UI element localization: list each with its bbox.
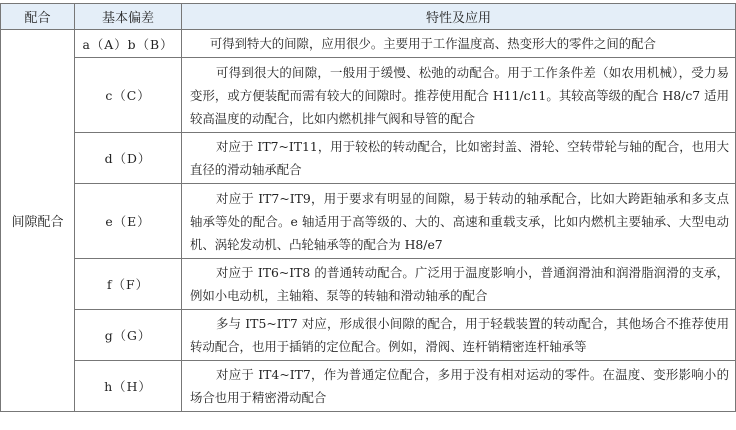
table-row xyxy=(1,310,736,361)
table-row xyxy=(1,184,736,259)
description-cell: 对应于 IT6~IT8 的普通转动配合。广泛用于温度影响小，普通润滑油和润滑脂润滑的支承，例如小电动机，主轴箱、泵等的转轴和滑动轴承的配合 xyxy=(182,259,736,310)
description-cell: 多与 IT5~IT7 对应，形成很小间隙的配合，用于轻载装置的转动配合，其他场合不推荐使用转动配合，也用于插销的定位配合。例如，滑阀、连杆销精密连杆轴承等 xyxy=(182,310,736,361)
deviation-cell: h（H） xyxy=(75,361,182,412)
description-cell: 对应于 IT4~IT7，作为普通定位配合，多用于没有相对运动的零件。在温度、变形影响小的场合也用于精密滑动配合 xyxy=(182,361,736,412)
table-row xyxy=(1,133,736,184)
description-cell: 可得到特大的间隙，应用很少。主要用于工作温度高、热变形大的零件之间的配合 xyxy=(182,30,736,58)
description-cell: 对应于 IT7~IT9，用于要求有明显的间隙，易于转动的轴承配合，比如大跨距轴承和多支点轴承等处的配合。e 轴适用于高等级的、大的、高速和重载支承，比如内燃机主要轴承、大型电动机、涡轮发动机、凸轮轴承等的配合为 H8/e7 xyxy=(182,184,736,259)
deviation-cell: g（G） xyxy=(75,310,182,361)
header-basic-deviation: 基本偏差 xyxy=(75,4,182,30)
deviation-cell: a（A）b（B） xyxy=(75,30,182,58)
deviation-cell: c（C） xyxy=(75,58,182,133)
header-fit: 配合 xyxy=(1,4,75,30)
table-row xyxy=(1,259,736,310)
table-row xyxy=(1,30,736,58)
category-cell: 间隙配合 xyxy=(1,30,75,412)
deviation-cell: f（F） xyxy=(75,259,182,310)
description-cell: 可得到很大的间隙，一般用于缓慢、松弛的动配合。用于工作条件差（如农用机械），受力易变形，或方便装配而需有较大的间隙时。推荐使用配合 H11/c11。其较高等级的配合 H8/c7 适用较高温度的动配合，比如内燃机排气阀和导管的配合 xyxy=(182,58,736,133)
deviation-cell: d（D） xyxy=(75,133,182,184)
description-cell: 对应于 IT7~IT11，用于较松的转动配合，比如密封盖、滑轮、空转带轮与轴的配合，也用大直径的滑动轴承配合 xyxy=(182,133,736,184)
table-header xyxy=(1,4,736,30)
header-characteristics: 特性及应用 xyxy=(182,4,736,30)
fit-characteristics-table xyxy=(0,3,736,412)
header-row xyxy=(1,4,736,30)
table-row xyxy=(1,58,736,133)
table-body xyxy=(1,30,736,412)
table-row xyxy=(1,361,736,412)
deviation-cell: e（E） xyxy=(75,184,182,259)
